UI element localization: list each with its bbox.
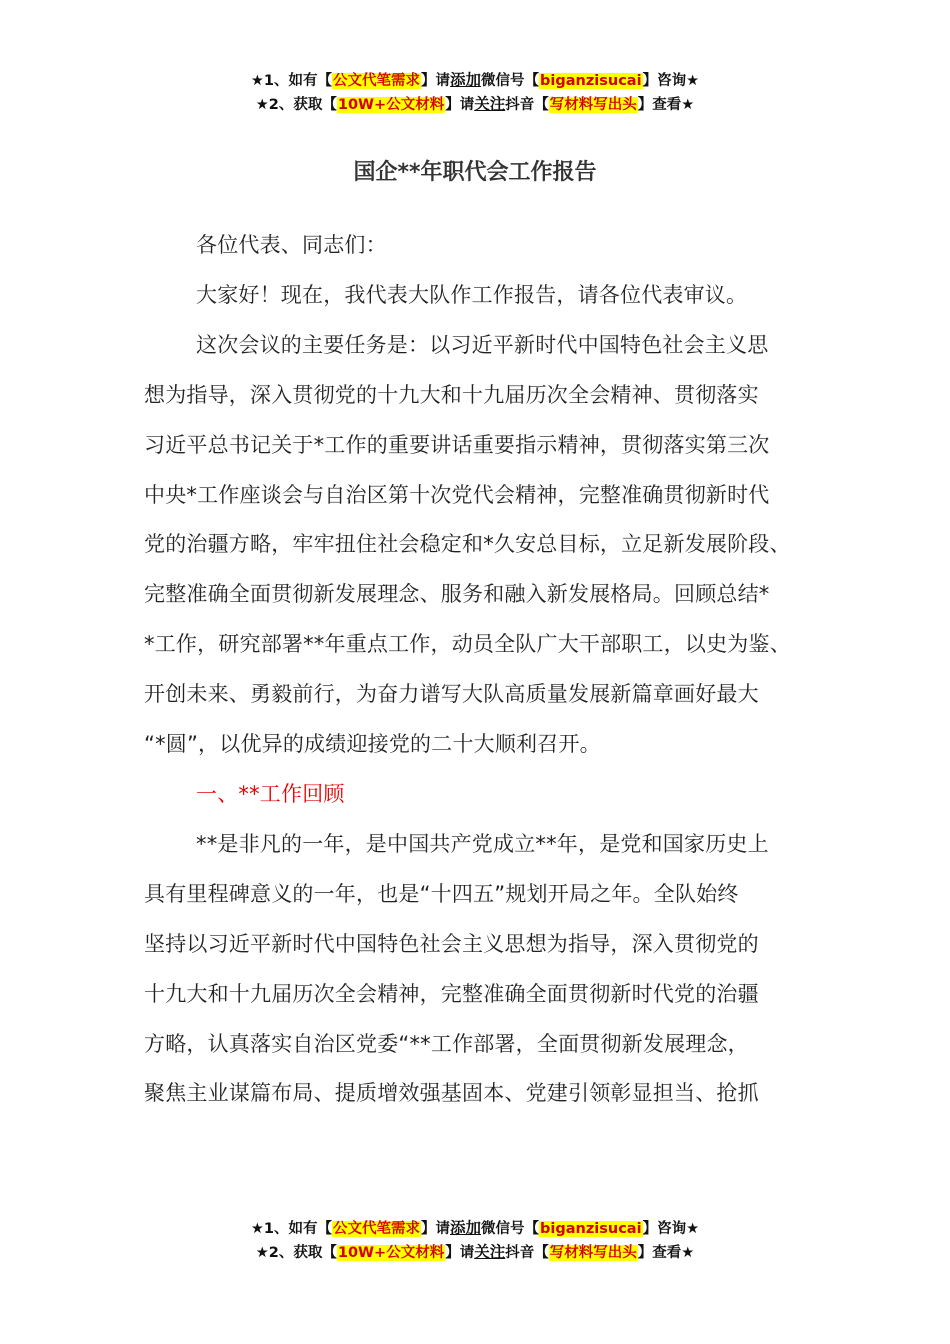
paragraph-intro (144, 321, 824, 770)
text-line: 十九大和十九届历次全会精神，完整准确全面贯彻新时代党的治疆 (144, 981, 759, 1006)
text-line: **是非凡的一年，是中国共产党成立**年，是党和国家历史上 (196, 831, 769, 856)
text-line: 中央*工作座谈会与自治区第十次党代会精神，完整准确贯彻新时代 (144, 482, 770, 507)
promo-banner-bottom (0, 1216, 950, 1264)
highlight-douyin: 写材料写出头 (549, 97, 637, 113)
text-line: 这次会议的主要任务是：以习近平新时代中国特色社会主义思 (196, 332, 769, 357)
promo-line-1: ★1、如有【公文代笔需求】请添加微信号【biganzisucai】咨询★ (250, 1219, 700, 1237)
document-title: 国企**年职代会工作报告 (353, 160, 597, 185)
highlight-douyin: 写材料写出头 (549, 1245, 637, 1261)
text-line: *工作，研究部署**年重点工作，动员全队广大干部职工，以史为鉴、 (144, 632, 791, 657)
greeting: 大家好！现在，我代表大队作工作报告，请各位代表审议。 (196, 282, 748, 307)
text-line: 坚持以习近平新时代中国特色社会主义思想为指导，深入贯彻党的 (144, 931, 759, 956)
highlight-wechat-id: biganzisucai (540, 73, 642, 89)
text-line: “*圆”，以优异的成绩迎接党的二十大顺利召开。 (144, 732, 601, 757)
text-line: 聚焦主业谋篇布局、提质增效强基固本、党建引领彰显担当、抢抓 (144, 1081, 759, 1106)
text-line: 完整准确全面贯彻新发展理念、服务和融入新发展格局。回顾总结* (144, 582, 770, 607)
promo-line-2: ★2、获取【10W+公文材料】请关注抖音【写材料写出头】查看★ (255, 95, 695, 113)
highlight-service: 公文代笔需求 (333, 73, 420, 89)
promo-line-1: ★1、如有【公文代笔需求】请添加微信号【biganzisucai】咨询★ (250, 71, 700, 89)
section-heading: 一、**工作回顾 (196, 781, 345, 806)
text-line: 开创未来、勇毅前行，为奋力谱写大队高质量发展新篇章画好最大 (144, 682, 759, 707)
salutation: 各位代表、同志们： (196, 233, 387, 257)
text-line: 习近平总书记关于*工作的重要讲话重要指示精神，贯彻落实第三次 (144, 432, 770, 457)
promo-banner-top (0, 68, 950, 116)
highlight-service: 公文代笔需求 (333, 1221, 420, 1237)
text-line: 想为指导，深入贯彻党的十九大和十九届历次全会精神、贯彻落实 (144, 382, 759, 407)
text-line: 具有里程碑意义的一年，也是“十四五”规划开局之年。全队始终 (144, 881, 739, 906)
paragraph-review (144, 820, 824, 1119)
document-body (144, 221, 824, 1119)
highlight-materials: 10W+公文材料 (337, 1245, 445, 1261)
highlight-materials: 10W+公文材料 (337, 97, 445, 113)
promo-line-2: ★2、获取【10W+公文材料】请关注抖音【写材料写出头】查看★ (255, 1243, 695, 1261)
highlight-wechat-id: biganzisucai (540, 1221, 642, 1237)
text-line: 方略，认真落实自治区党委“**工作部署，全面贯彻新发展理念， (144, 1031, 749, 1056)
text-line: 党的治疆方略，牢牢扭住社会稳定和*久安总目标，立足新发展阶段、 (144, 532, 791, 557)
